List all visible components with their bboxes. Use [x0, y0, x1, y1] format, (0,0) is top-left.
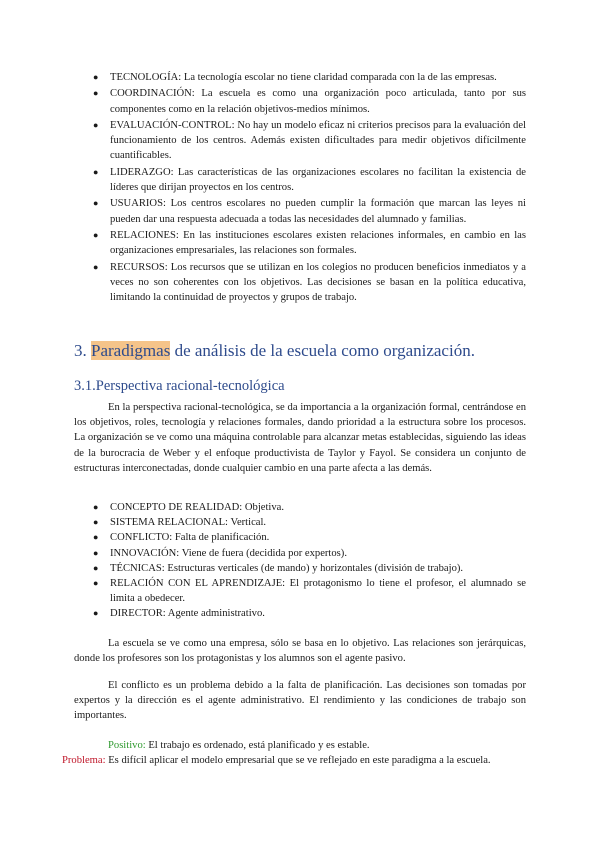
bullet-icon: ●: [93, 261, 99, 272]
list-item: ● LIDERAZGO: Las características de las organizaciones escolares no facilitan la existencia de líderes que dirijan proyectos en los centros.: [93, 166, 526, 193]
bullet-icon: ●: [93, 578, 99, 589]
bullet-icon: ●: [93, 198, 99, 209]
list-item: ● TÉCNICAS: Estructuras verticales (de mando) y horizontales (división de trabajo).: [82, 561, 526, 576]
bullet-icon: ●: [93, 119, 99, 130]
bullet-icon: ●: [93, 72, 99, 82]
bullet-icon: ●: [93, 229, 99, 240]
list-item: ● EVALUACIÓN-CONTROL: No hay un modelo eficaz ni criterios precisos para la evaluación del funcionamiento de los centros. Además existen dificultades para medir objetivos difícilmente cuantificables.: [93, 119, 526, 162]
section-heading: 3. Paradigmas de análisis de la escuela como organización.: [74, 341, 475, 360]
paragraph-school-as-company: La escuela se ve como una empresa, sólo se basa en lo objetivo. Las relaciones son jerárquicas, donde los profesores son los protagonistas y los alumnos son el agente pasivo.: [74, 638, 526, 665]
bullet-icon: ●: [93, 562, 99, 573]
list-item: ● RELACIONES: En las instituciones escolares existen relaciones informales, en cambio en las organizaciones empresariales, las relaciones son formales.: [93, 229, 526, 257]
problem-label: Problema:: [62, 755, 106, 767]
positive-label: Positivo:: [108, 740, 146, 751]
bullet-icon: ●: [93, 608, 99, 619]
paragraph-conflict: El conflicto es un problema debido a la falta de planificación. Las decisiones son tomadas por expertos y la dirección es el agente administrativo. El rendimiento y las condiciones de trabajo son importantes.: [74, 680, 526, 722]
problem-note: Problema: Es difícil aplicar el modelo empresarial que se ve reflejado en este paradigma a la escuela.: [62, 755, 491, 767]
bullet-icon: ●: [93, 532, 99, 543]
bullet-icon: ●: [93, 166, 99, 177]
subsection-heading: 3.1.Perspectiva racional-tecnológica: [74, 378, 285, 394]
list-item: ● SISTEMA RELACIONAL: Vertical.: [82, 515, 526, 530]
list-item: ● TECNOLOGÍA: La tecnología escolar no tiene claridad comparada con la de las empresas.: [82, 70, 526, 85]
positive-note: Positivo: El trabajo es ordenado, está planificado y es estable.: [108, 740, 370, 751]
bullet-icon: ●: [93, 517, 99, 528]
list-item: ● CONFLICTO: Falta de planificación.: [82, 530, 526, 545]
bullet-icon: ●: [93, 88, 99, 99]
bullet-icon: ●: [93, 547, 99, 558]
highlighted-word: Paradigmas: [91, 341, 171, 360]
paragraph-intro: En la perspectiva racional-tecnológica, se da importancia a la organización formal, centrándose en los objetivos, roles, tecnología y relaciones formales, dando prioridad a la estructura sobre los procesos. La organización se ve como una máquina controlable para alcanzar metas establecidas, siguiendo las ideas de la burocracia de Weber y el enfoque productivista de Taylor y Fayol. Se considera un conjunto de estructuras interconectadas, donde cualquier cambio en una parte afecta a las demás.: [74, 402, 526, 474]
pros-cons-block: [62, 738, 526, 768]
list-item: ● COORDINACIÓN: La escuela es como una organización poco articulada, tanto por sus componentes como en la relación objetivos-medios mínimos.: [93, 88, 526, 115]
bullet-list-perspective: [82, 500, 526, 622]
list-item: ● DIRECTOR: Agente administrativo.: [82, 606, 526, 621]
list-item: ● RECURSOS: Los recursos que se utilizan en los colegios no producen beneficios inmediatos y a veces no son coherentes con los objetivos. Las decisiones se basan en la política educativa, limitando la continuidad de proyectos y grupos de trabajo.: [93, 261, 526, 303]
list-item: ● USUARIOS: Los centros escolares no pueden cumplir la formación que marcan las leyes ni pueden dar una respuesta adecuada a todas las necesidades del alumnado y familias.: [93, 198, 526, 225]
bullet-icon: ●: [93, 502, 99, 512]
list-item: ● RELACIÓN CON EL APRENDIZAJE: El protagonismo lo tiene el profesor, el alumnado se limita a obedecer.: [93, 578, 526, 605]
list-item: ● CONCEPTO DE REALIDAD: Objetiva.: [82, 500, 526, 515]
bullet-list-characteristics: [82, 70, 526, 306]
list-item: ● INNOVACIÓN: Viene de fuera (decidida por expertos).: [82, 546, 526, 561]
